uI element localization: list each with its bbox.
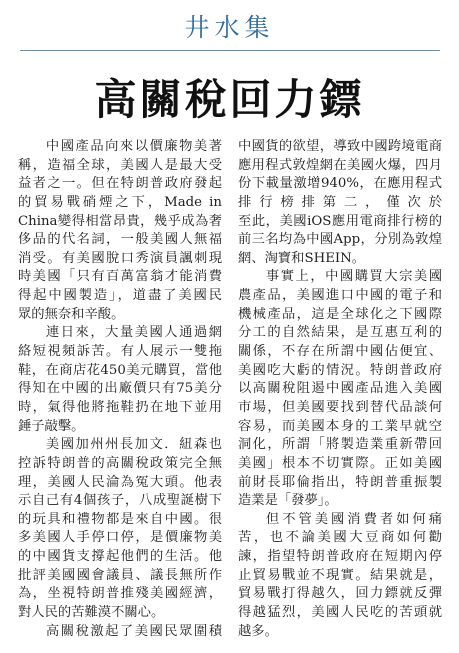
text-line: 的中國貨支撐起他們的生活。他 [18, 549, 222, 565]
text-line: 得越猛烈，美國人民吃的苦頭就 [238, 605, 442, 621]
text-line: 美國加州州長加文．紐森也 [45, 437, 222, 453]
text-line: 前三名均為中國App，分別為敦煌 [238, 232, 442, 248]
text-line: China變得相當昂貴，幾乎成為奢 [18, 213, 222, 229]
text-line: 批評美國國會議員、議長無所作 [18, 567, 222, 583]
text-line: 侈品的代名詞，一般美國人無福 [18, 232, 222, 248]
text-line: 的玩具和禮物都是來自中國。很 [18, 511, 222, 527]
text-line: 中國貨的欲望，導致中國跨境電商 [238, 139, 442, 154]
text-line: 份下載量激增940%，在應用程式 [238, 176, 442, 192]
text-line: 應用程式敦煌網在美國火爆，四月 [238, 157, 442, 173]
text-line: 機械產品，這是全球化之下國際 [238, 306, 442, 322]
text-line: 貿易戰打得越久，回力鏢就反彈 [238, 586, 442, 602]
text-line: 連日來，大量美國人通過網 [45, 325, 222, 341]
text-line: 益者之一。但在特朗普政府發起 [18, 176, 222, 192]
text-line: 容易，而美國本身的工業早就空 [238, 418, 442, 434]
text-line: 理，美國人民淪為冤大頭。他表 [18, 474, 222, 490]
article-column-right [238, 138, 442, 641]
text-line: 止貿易戰並不現實。結果就是， [238, 567, 442, 583]
article-column-left [18, 138, 222, 641]
text-line: 中國產品向來以價廉物美著 [45, 139, 222, 154]
text-line: 越多。 [238, 623, 278, 639]
text-line: 美國」根本不切實際。正如美國 [238, 455, 442, 471]
text-line: 眾的無奈和辛酸。 [18, 306, 125, 322]
text-line: 造業是「發夢」。 [238, 493, 338, 509]
text-line: 排行榜排第二，僅次於 [238, 194, 442, 210]
text-line: 得知在中國的出廠價只有75美分 [18, 381, 222, 397]
text-line: 前財長耶倫指出，特朗普重振製 [238, 474, 442, 490]
column-name: 井水集 [184, 13, 275, 42]
text-line: 農產品，美國進口中國的電子和 [238, 288, 442, 304]
text-line: 諫，指望特朗普政府在短期內停 [238, 549, 442, 565]
text-line: 鞋，在商店花450美元購買，當他 [18, 362, 222, 378]
text-line: 市場，但美國要找到替代品談何 [238, 399, 442, 415]
text-line: 時，氣得他將拖鞋扔在地下並用 [18, 399, 222, 415]
text-line: 得起中國製造」，道盡了美國民 [18, 288, 222, 304]
text-line: 以高關稅阻遏中國產品進入美國 [238, 381, 442, 397]
header-rule [20, 50, 440, 51]
text-line: 控訴特朗普的高關稅政策完全無 [18, 455, 222, 471]
text-line: 絡短視頻訴苦。有人展示一雙拖 [18, 344, 222, 360]
text-line: 至此，美國iOS應用電商排行榜的 [238, 213, 442, 229]
headline: 高關稅回力鏢 [94, 75, 365, 124]
text-line: 稱，造福全球，美國人是最大受 [18, 157, 222, 173]
text-line: 關係，不存在所謂中國佔便宜、 [238, 344, 442, 360]
text-line: 但不管美國消費者如何痛 [265, 511, 442, 527]
text-line: 的貿易戰硝煙之下，Made in [18, 194, 222, 210]
text-line: 網、淘寶和SHEIN。 [238, 250, 366, 266]
text-line: 分工的自然結果，是互惠互利的 [238, 325, 442, 341]
text-line: 美國吃大虧的情況。特朗普政府 [238, 362, 442, 378]
text-line: 示自己有4個孩子，八成聖誕樹下 [18, 493, 222, 509]
text-line: 多美國人手停口停，是價廉物美 [18, 530, 222, 546]
text-line: 對人民的苦難漠不關心。 [18, 605, 165, 621]
text-line: 事實上，中國購買大宗美國 [265, 269, 442, 285]
text-line: 高關稅激起了美國民眾圍積 [45, 623, 222, 639]
text-line: 為，坐視特朗普推殘美國經濟， [18, 586, 222, 602]
text-line: 洞化，所謂「將製造業重新帶回 [238, 437, 442, 453]
text-line: 錘子敲擊。 [18, 418, 85, 434]
text-line: 苦，也不論美國大豆商如何勸 [238, 530, 442, 546]
text-line: 消受。有美國脫口秀演員諷刺現 [18, 250, 222, 266]
text-line: 時美國「只有百萬富翁才能消費 [18, 269, 222, 285]
